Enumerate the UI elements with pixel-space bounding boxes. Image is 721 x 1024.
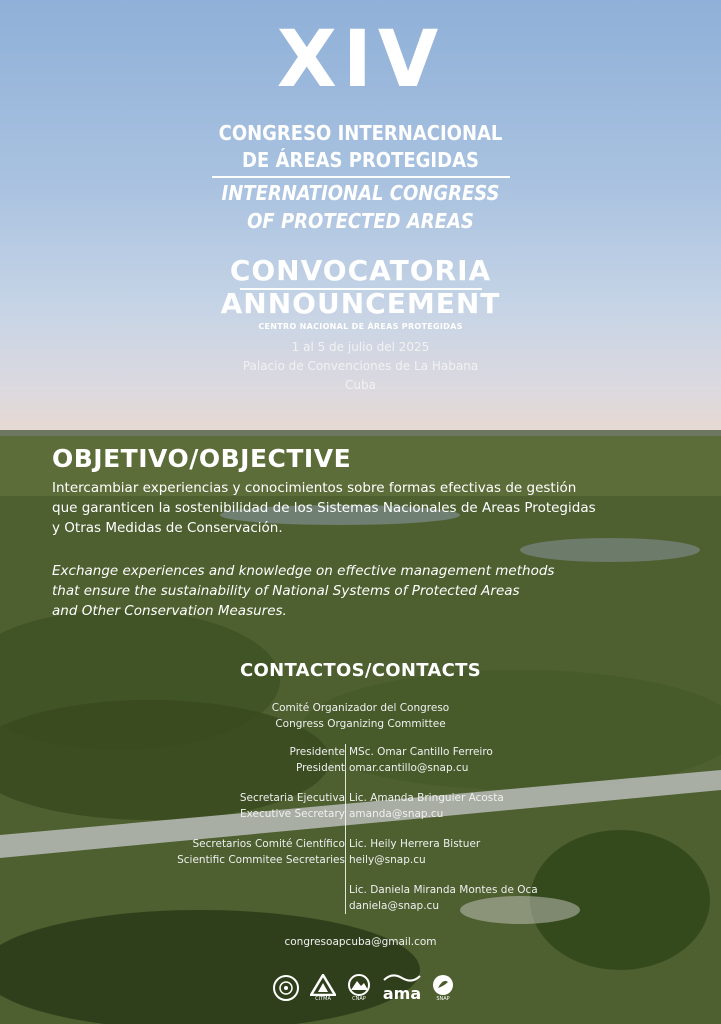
congress-numeral: XIV [276, 15, 445, 105]
role-exec-secretary-es: Secretaria Ejecutiva [239, 792, 345, 804]
event-dates: 1 al 5 de julio del 2025 [291, 340, 430, 354]
sci-secretary-2-email[interactable]: daniela@snap.cu [349, 900, 439, 912]
sci-secretary-2-name: Lic. Daniela Miranda Montes de Oca [349, 884, 538, 896]
objective-en-line-3: and Other Conservation Measures. [52, 603, 287, 619]
logo-ama: ama [382, 972, 422, 1003]
leaf-logo-icon [432, 974, 454, 996]
emblem-icon [272, 974, 300, 1002]
president-email[interactable]: omar.cantillo@snap.cu [349, 762, 469, 774]
role-sci-secretaries-es: Secretarios Comité Científico [192, 838, 345, 850]
objective-en-line-1: Exchange experiences and knowledge on effective management methods [52, 563, 555, 579]
organizer-name: CENTRO NACIONAL DE ÁREAS PROTEGIDAS [258, 322, 463, 331]
title-en-line-1: INTERNATIONAL CONGRESS [221, 181, 500, 205]
objective-en-line-2: that ensure the sustainability of National Systems of Protected Areas [52, 583, 520, 599]
event-country: Cuba [345, 378, 376, 392]
contacts-title: CONTACTOS/CONTACTS [240, 660, 481, 681]
general-email[interactable]: congresoapcuba@gmail.com [284, 936, 437, 948]
role-president-es: Presidente [289, 746, 345, 758]
logo-citma: CITMA [310, 974, 336, 1002]
committee-en: Congress Organizing Committee [275, 718, 446, 730]
title-divider [212, 176, 510, 178]
objective-es-line-3: y Otras Medidas de Conservación. [52, 520, 283, 536]
sci-secretary-1-email[interactable]: heily@snap.cu [349, 854, 426, 866]
announcement-heading: ANNOUNCEMENT [220, 287, 501, 320]
logo-1 [272, 974, 300, 1002]
title-en-line-2: OF PROTECTED AREAS [247, 209, 474, 233]
exec-secretary-email[interactable]: amanda@snap.cu [349, 808, 444, 820]
exec-secretary-name: Lic. Amanda Bringuier Acosta [349, 792, 504, 804]
committee-es: Comité Organizador del Congreso [271, 702, 450, 714]
wave-logo-icon [382, 972, 422, 984]
triangle-logo-icon [310, 974, 336, 996]
objective-es-line-2: que garanticen la sostenibilidad de los Sistemas Nacionales de Areas Protegidas [52, 500, 596, 516]
sponsor-logos [272, 972, 454, 1003]
mountain-logo-icon [346, 974, 372, 996]
convocatoria-heading: CONVOCATORIA [229, 254, 492, 287]
role-sci-secretaries-en: Scientific Commitee Secretaries [177, 854, 345, 866]
objective-es-line-1: Intercambiar experiencias y conocimientos sobre formas efectivas de gestión [52, 480, 577, 496]
role-exec-secretary-en: Executive Secretary [240, 808, 345, 820]
logo-snap: SNAP [432, 974, 454, 1002]
president-name: MSc. Omar Cantillo Ferreiro [349, 746, 493, 758]
logo-cnap: CNAP [346, 974, 372, 1002]
contacts-divider [345, 744, 346, 914]
sci-secretary-1-name: Lic. Heily Herrera Bistuer [349, 838, 481, 850]
event-venue: Palacio de Convenciones de La Habana [242, 359, 479, 373]
role-president-en: President [296, 762, 345, 774]
title-es-line-1: CONGRESO INTERNACIONAL [218, 121, 503, 145]
title-es-line-2: DE ÁREAS PROTEGIDAS [242, 148, 479, 172]
objective-title: OBJETIVO/OBJECTIVE [52, 444, 352, 473]
